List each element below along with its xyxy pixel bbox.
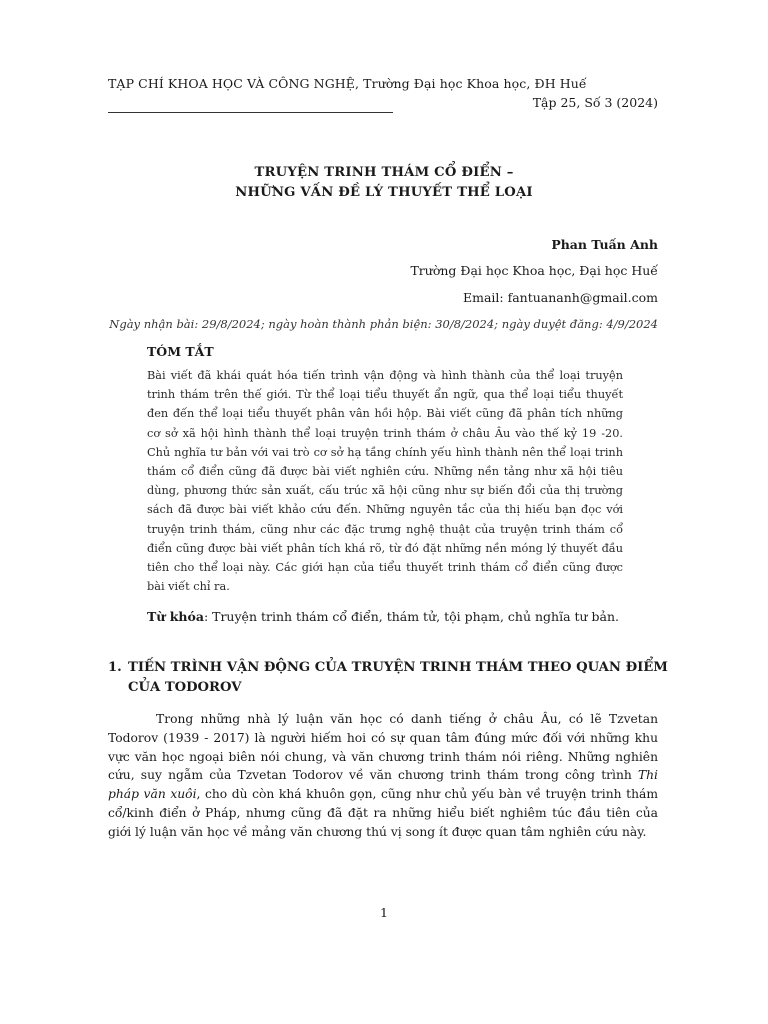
section-1-heading xyxy=(108,658,668,698)
section-1-paragraph xyxy=(108,710,658,842)
work-title-italic: Thi pháp văn xuôi xyxy=(108,768,658,802)
title-line-1: TRUYỆN TRINH THÁM CỔ ĐIỂN – xyxy=(254,165,514,180)
submission-dates: Ngày nhận bài: 29/8/2024; ngày hoàn thành phản biện: 30/8/2024; ngày duyệt đăng: 4/9/2024 xyxy=(109,317,658,331)
header-divider xyxy=(108,112,393,113)
page-number: 1 xyxy=(380,905,388,920)
section-1-title: TIẾN TRÌNH VẬN ĐỘNG CỦA TRUYỆN TRINH THÁM THEO QUAN ĐIỂM CỦA TODOROV xyxy=(128,660,668,695)
journal-name: TẠP CHÍ KHOA HỌC VÀ CÔNG NGHỆ, Trường Đại học Khoa học, ĐH Huế xyxy=(108,76,587,91)
abstract-heading: TÓM TẮT xyxy=(147,344,214,359)
author-affiliation: Trường Đại học Khoa học, Đại học Huế xyxy=(410,263,658,278)
journal-volume: Tập 25, Số 3 (2024) xyxy=(532,95,658,110)
article-title xyxy=(0,163,768,203)
keywords-label: Từ khóa xyxy=(147,609,204,624)
paragraph-text-2: , cho dù còn khá khuôn gọn, cũng như chủ yếu bàn về truyện trinh thám cổ/kinh điển ở Pháp, nhưng cũng đã đặt ra những hiểu biết nghiêm túc đầu tiên của giới lý luận văn học về mảng văn chương thú vị song ít được quan tâm nghiên cứu này. xyxy=(108,787,658,839)
keywords xyxy=(147,609,627,624)
section-1-number: 1. xyxy=(108,660,122,675)
author-name: Phan Tuấn Anh xyxy=(551,237,658,252)
author-email: Email: fantuananh@gmail.com xyxy=(462,290,658,305)
keywords-text: : Truyện trinh thám cổ điển, thám tử, tội phạm, chủ nghĩa tư bản. xyxy=(203,609,620,624)
title-line-2: NHỮNG VẤN ĐỀ LÝ THUYẾT THỂ LOẠI xyxy=(235,185,533,200)
paragraph-text-1: Trong những nhà lý luận văn học có danh tiếng ở châu Âu, có lẽ Tzvetan Todorov (1939 - 2017) là người hiếm hoi có sự quan tâm đúng mức đối với những khu vực văn học ngoại biên nói chung, và văn chương trinh thám nói riêng. Những nghiên cứu, suy ngẫm của Tzvetan Todorov về văn chương trinh thám trong công trình xyxy=(108,712,658,783)
abstract-body: Bài viết đã khái quát hóa tiến trình vận động và hình thành của thể loại truyện trinh thám trên thế giới. Từ thể loại tiểu thuyết ẩn ngữ, qua thể loại tiểu thuyết đen đến thể loại tiểu thuyết phân vân hồi hộp. Bài viết cũng đã phân tích những cơ sở xã hội hình thành thể loại truyện trinh thám ở châu Âu vào thế kỷ 19 -20. Chủ nghĩa tư bản với vai trò cơ sở hạ tầng chính yếu hình thành nên thể loại trinh thám cổ điển cũng đã được bài viết nghiên cứu. Những nền tảng như xã hội tiêu dùng, phương thức sản xuất, cấu trúc xã hội cũng như sự biến đổi của thị trường sách đã được bài viết khảo cứu đến. Những nguyên tắc của thị hiếu bạn đọc với truyện trinh thám, cũng như các đặc trưng nghệ thuật của truyện trinh thám cổ điển cũng được bài viết phân tích khá rõ, từ đó đặt những nền móng lý thuyết đầu tiên cho thể loại này. Các giới hạn của tiểu thuyết trinh thám cổ điển cũng được bài viết chỉ ra. xyxy=(147,369,623,594)
